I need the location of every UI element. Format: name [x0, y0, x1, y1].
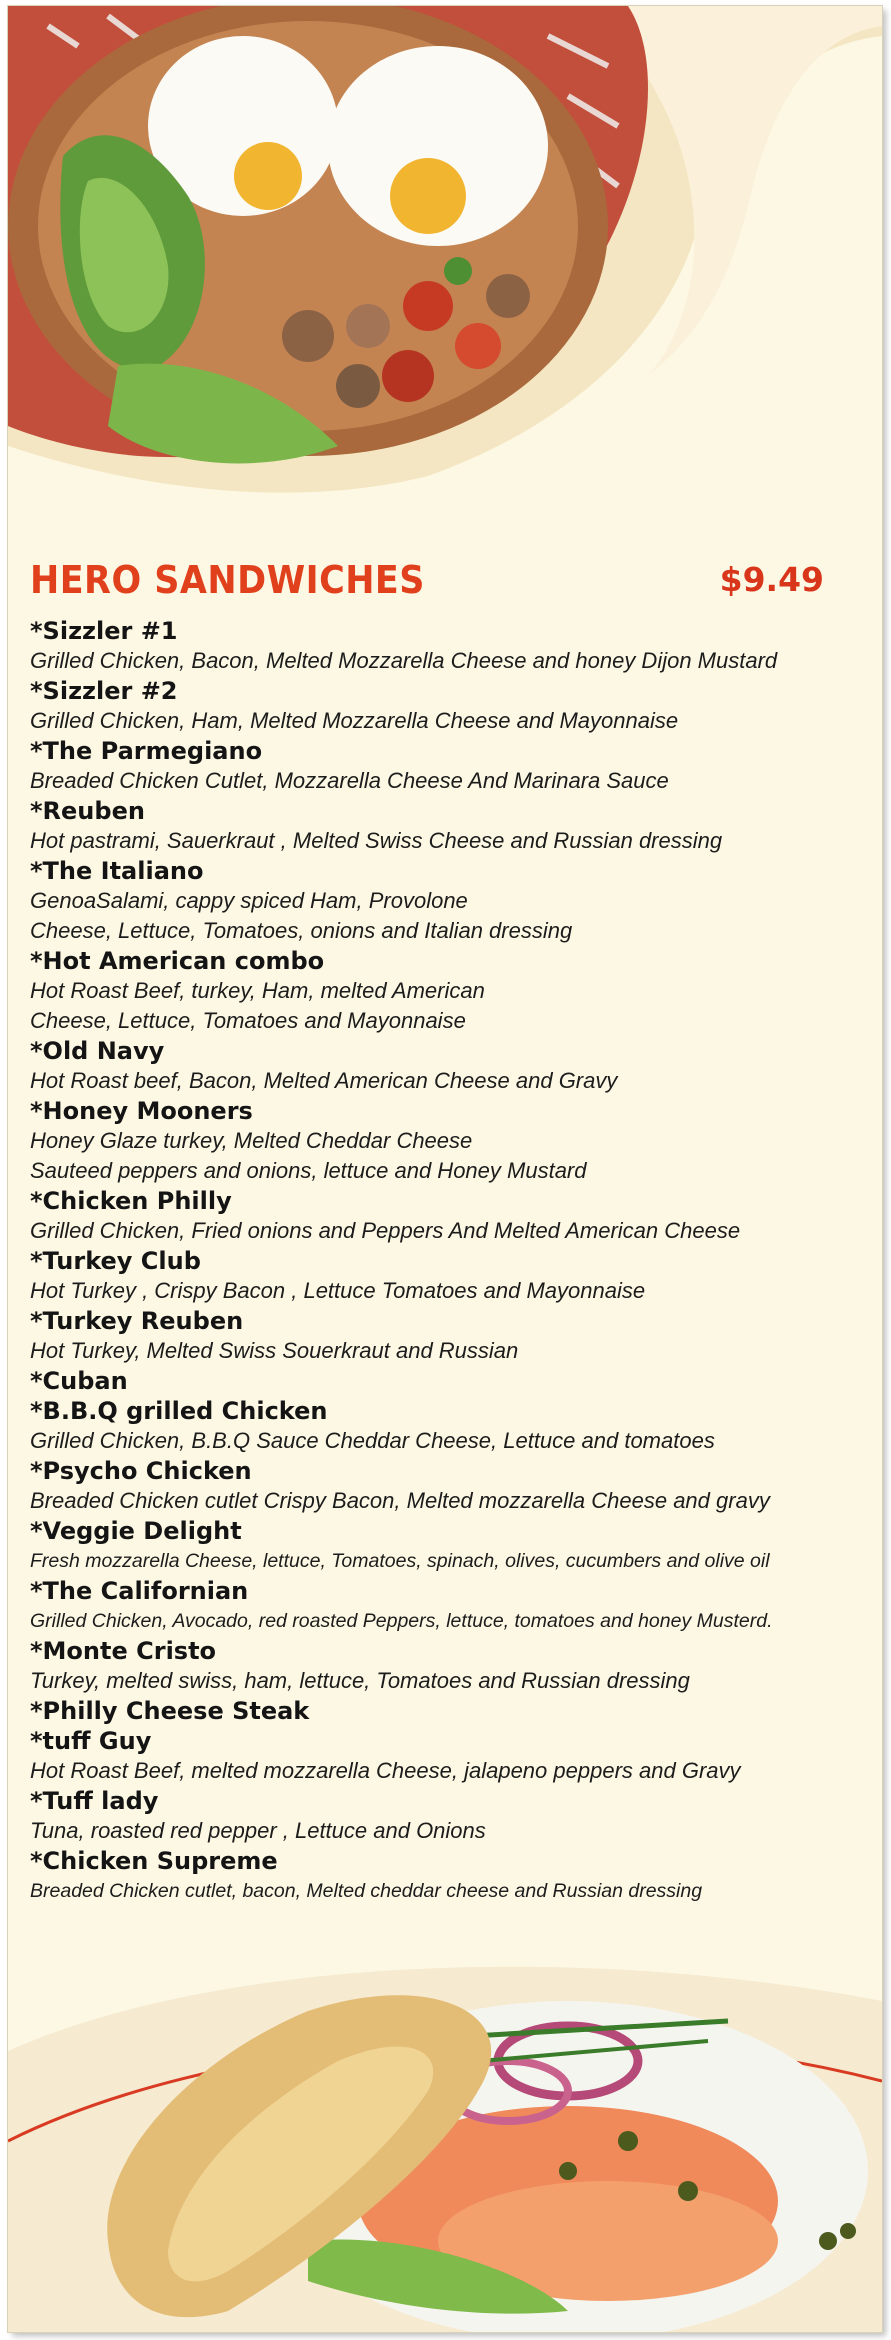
- item-name: *The Californian: [30, 1577, 249, 1605]
- menu-item: [30, 616, 820, 676]
- menu-item: [30, 1696, 820, 1726]
- item-description: Hot Turkey, Melted Swiss Souerkraut and Russian: [30, 1338, 519, 1363]
- menu-item: [30, 1396, 820, 1456]
- item-name: *Psycho Chicken: [30, 1457, 252, 1485]
- menu-item: [30, 1246, 820, 1306]
- menu-item: [30, 1456, 820, 1516]
- menu-item: [30, 1846, 820, 1906]
- item-description: Hot Roast Beef, melted mozzarella Cheese, jalapeno peppers and Gravy: [30, 1758, 741, 1783]
- menu-item: [30, 1036, 820, 1096]
- menu-item: [30, 1096, 820, 1186]
- item-name: *Veggie Delight: [30, 1517, 242, 1545]
- item-name: *Tuff lady: [30, 1787, 159, 1815]
- menu-item: [30, 1186, 820, 1246]
- item-name: *Chicken Philly: [30, 1187, 232, 1215]
- item-name: *Chicken Supreme: [30, 1847, 278, 1875]
- menu-item: [30, 796, 820, 856]
- menu-item: [30, 736, 820, 796]
- item-name: *Old Navy: [30, 1037, 165, 1065]
- item-name: *Turkey Club: [30, 1247, 201, 1275]
- item-description: Grilled Chicken, B.B.Q Sauce Cheddar Cheese, Lettuce and tomatoes: [30, 1428, 715, 1453]
- item-description: Grilled Chicken, Fried onions and Peppers And Melted American Cheese: [30, 1218, 741, 1243]
- item-description: Turkey, melted swiss, ham, lettuce, Tomatoes and Russian dressing: [30, 1668, 690, 1693]
- item-name: *Sizzler #2: [30, 677, 178, 705]
- item-description: Breaded Chicken cutlet Crispy Bacon, Melted mozzarella Cheese and gravy: [30, 1488, 770, 1513]
- item-description: Hot Roast Beef, turkey, Ham, melted American: [30, 978, 485, 1003]
- menu-items-list: [30, 616, 820, 1906]
- item-description: Grilled Chicken, Bacon, Melted Mozzarella Cheese and honey Dijon Mustard: [30, 648, 778, 673]
- item-name: *Hot American combo: [30, 947, 325, 975]
- menu-item: [30, 1576, 820, 1636]
- item-description: Hot Turkey , Crispy Bacon , Lettuce Tomatoes and Mayonnaise: [30, 1278, 646, 1303]
- item-description: Cheese, Lettuce, Tomatoes, onions and Italian dressing: [30, 918, 573, 943]
- item-description: Breaded Chicken Cutlet, Mozzarella Cheese And Marinara Sauce: [30, 768, 669, 793]
- item-description: Sauteed peppers and onions, lettuce and Honey Mustard: [30, 1158, 587, 1183]
- item-name: *Monte Cristo: [30, 1637, 217, 1665]
- item-description: Honey Glaze turkey, Melted Cheddar Cheese: [30, 1128, 473, 1153]
- item-name: *Cuban: [30, 1367, 128, 1395]
- item-description: Fresh mozzarella Cheese, lettuce, Tomatoes, spinach, olives, cucumbers and olive oil: [30, 1550, 770, 1572]
- menu-item: [30, 1786, 820, 1846]
- section-header: [30, 558, 824, 616]
- section-title: HERO SANDWICHES: [30, 558, 425, 602]
- section-price: $9.49: [719, 560, 824, 599]
- bagel-lox-photo: [8, 1941, 882, 2332]
- item-name: *Philly Cheese Steak: [30, 1697, 310, 1725]
- item-description: GenoaSalami, cappy spiced Ham, Provolone: [30, 888, 468, 913]
- item-name: *Reuben: [30, 797, 145, 825]
- item-name: *Sizzler #1: [30, 617, 178, 645]
- menu-item: [30, 1516, 820, 1576]
- menu-item: [30, 676, 820, 736]
- item-name: *B.B.Q grilled Chicken: [30, 1397, 328, 1425]
- item-description: Hot pastrami, Sauerkraut , Melted Swiss Cheese and Russian dressing: [30, 828, 723, 853]
- item-name: *Honey Mooners: [30, 1097, 253, 1125]
- item-description: Grilled Chicken, Ham, Melted Mozzarella Cheese and Mayonnaise: [30, 708, 679, 733]
- menu-item: [30, 1306, 820, 1366]
- item-name: *tuff Guy: [30, 1727, 152, 1755]
- menu-item: [30, 1636, 820, 1696]
- item-description: Cheese, Lettuce, Tomatoes and Mayonnaise: [30, 1008, 466, 1033]
- menu-item: [30, 1726, 820, 1786]
- item-description: Hot Roast beef, Bacon, Melted American Cheese and Gravy: [30, 1068, 618, 1093]
- menu-page: [8, 6, 882, 2332]
- menu-item: [30, 946, 820, 1036]
- item-description: Grilled Chicken, Avocado, red roasted Peppers, lettuce, tomatoes and honey Musterd.: [30, 1610, 773, 1632]
- item-description: Breaded Chicken cutlet, bacon, Melted cheddar cheese and Russian dressing: [30, 1880, 703, 1902]
- menu-section: [30, 558, 824, 1906]
- item-name: *Turkey Reuben: [30, 1307, 244, 1335]
- item-description: Tuna, roasted red pepper , Lettuce and Onions: [30, 1818, 486, 1843]
- menu-item: [30, 856, 820, 946]
- item-name: *The Italiano: [30, 857, 204, 885]
- item-name: *The Parmegiano: [30, 737, 263, 765]
- breakfast-plate-photo: [8, 6, 882, 526]
- menu-item: [30, 1366, 820, 1396]
